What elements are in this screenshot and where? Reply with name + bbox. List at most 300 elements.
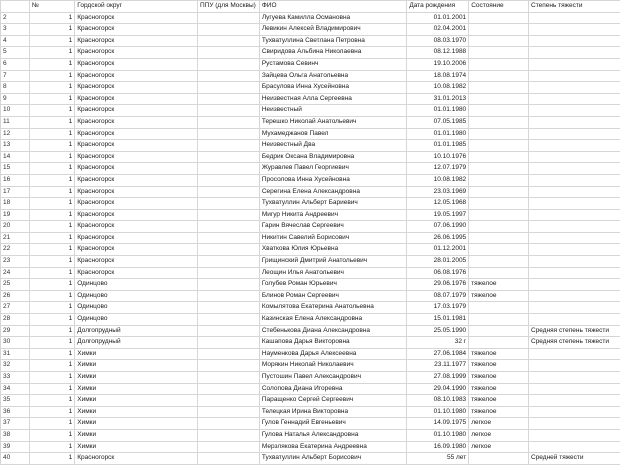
row-number-cell[interactable]: 35 xyxy=(1,395,30,407)
severity-cell[interactable] xyxy=(529,302,620,314)
ppu-cell[interactable] xyxy=(197,383,259,395)
birth-date-cell[interactable]: 25.05.1990 xyxy=(407,325,469,337)
full-name-cell[interactable]: Тухватуллина Светлана Петровна xyxy=(259,35,406,47)
severity-cell[interactable] xyxy=(529,232,620,244)
district-cell[interactable]: Красногорск xyxy=(75,198,198,210)
district-cell[interactable]: Красногорск xyxy=(75,140,198,152)
number-cell[interactable]: 1 xyxy=(29,174,74,186)
number-cell[interactable]: 1 xyxy=(29,418,74,430)
ppu-cell[interactable] xyxy=(197,209,259,221)
full-name-cell[interactable]: Терешко Николай Анатольевич xyxy=(259,116,406,128)
number-cell[interactable]: 1 xyxy=(29,186,74,198)
full-name-cell[interactable]: Серегина Елена Александровна xyxy=(259,186,406,198)
condition-cell[interactable]: легкое xyxy=(469,418,529,430)
severity-cell[interactable] xyxy=(529,198,620,210)
condition-cell[interactable] xyxy=(469,232,529,244)
birth-date-cell[interactable]: 01.01.1985 xyxy=(407,140,469,152)
row-number-cell[interactable]: 7 xyxy=(1,70,30,82)
severity-cell[interactable] xyxy=(529,116,620,128)
number-cell[interactable]: 1 xyxy=(29,429,74,441)
full-name-cell[interactable]: Никитин Савелий Борисович xyxy=(259,232,406,244)
birth-date-cell[interactable]: 08.10.1983 xyxy=(407,395,469,407)
full-name-cell[interactable]: Гулов Геннадий Евгеньевич xyxy=(259,418,406,430)
full-name-cell[interactable]: Неизвестный Два xyxy=(259,140,406,152)
severity-cell[interactable] xyxy=(529,209,620,221)
condition-cell[interactable] xyxy=(469,453,529,465)
condition-cell[interactable] xyxy=(469,93,529,105)
severity-cell[interactable] xyxy=(529,82,620,94)
full-name-cell[interactable]: Левикин Алексей Владимирович xyxy=(259,24,406,36)
district-cell[interactable]: Красногорск xyxy=(75,93,198,105)
condition-cell[interactable] xyxy=(469,163,529,175)
header-cell-full-name[interactable]: ФИО xyxy=(259,1,406,13)
birth-date-cell[interactable]: 01.01.1980 xyxy=(407,105,469,117)
full-name-cell[interactable]: Паращенко Сергей Сергеевич xyxy=(259,395,406,407)
full-name-cell[interactable]: Просолова Инна Хусейновна xyxy=(259,174,406,186)
row-number-cell[interactable]: 18 xyxy=(1,198,30,210)
ppu-cell[interactable] xyxy=(197,105,259,117)
full-name-cell[interactable]: Лугуева Камилла Османовна xyxy=(259,12,406,24)
severity-cell[interactable]: Средней тяжести xyxy=(529,453,620,465)
number-cell[interactable]: 1 xyxy=(29,441,74,453)
ppu-cell[interactable] xyxy=(197,337,259,349)
number-cell[interactable]: 1 xyxy=(29,406,74,418)
full-name-cell[interactable]: Голубев Роман Юрьевич xyxy=(259,279,406,291)
row-number-cell[interactable]: 37 xyxy=(1,418,30,430)
number-cell[interactable]: 1 xyxy=(29,256,74,268)
row-number-cell[interactable]: 14 xyxy=(1,151,30,163)
header-cell-number[interactable]: № xyxy=(29,1,74,13)
district-cell[interactable]: Красногорск xyxy=(75,82,198,94)
district-cell[interactable]: Красногорск xyxy=(75,35,198,47)
district-cell[interactable]: Химки xyxy=(75,360,198,372)
number-cell[interactable]: 1 xyxy=(29,82,74,94)
birth-date-cell[interactable]: 19.05.1997 xyxy=(407,209,469,221)
district-cell[interactable]: Химки xyxy=(75,372,198,384)
row-number-cell[interactable]: 40 xyxy=(1,453,30,465)
number-cell[interactable]: 1 xyxy=(29,140,74,152)
row-number-cell[interactable]: 28 xyxy=(1,314,30,326)
severity-cell[interactable] xyxy=(529,314,620,326)
number-cell[interactable]: 1 xyxy=(29,70,74,82)
header-cell-birth-date[interactable]: Дата рождения xyxy=(407,1,469,13)
row-number-cell[interactable]: 21 xyxy=(1,232,30,244)
number-cell[interactable]: 1 xyxy=(29,221,74,233)
full-name-cell[interactable]: Науменкова Дарья Алексеевна xyxy=(259,348,406,360)
number-cell[interactable]: 1 xyxy=(29,337,74,349)
condition-cell[interactable]: тяжелое xyxy=(469,348,529,360)
district-cell[interactable]: Долгопрудный xyxy=(75,325,198,337)
full-name-cell[interactable]: Бедрик Оксана Владимировна xyxy=(259,151,406,163)
number-cell[interactable]: 1 xyxy=(29,35,74,47)
severity-cell[interactable] xyxy=(529,128,620,140)
birth-date-cell[interactable]: 15.01.1981 xyxy=(407,314,469,326)
full-name-cell[interactable]: Журавлев Павел Георгиевич xyxy=(259,163,406,175)
district-cell[interactable]: Красногорск xyxy=(75,244,198,256)
ppu-cell[interactable] xyxy=(197,186,259,198)
severity-cell[interactable] xyxy=(529,267,620,279)
full-name-cell[interactable]: Мерзлякова Екатерина Андреевна xyxy=(259,441,406,453)
district-cell[interactable]: Красногорск xyxy=(75,47,198,59)
severity-cell[interactable] xyxy=(529,441,620,453)
condition-cell[interactable] xyxy=(469,267,529,279)
full-name-cell[interactable]: Солопова Диана Игоревна xyxy=(259,383,406,395)
severity-cell[interactable] xyxy=(529,429,620,441)
row-number-cell[interactable]: 33 xyxy=(1,372,30,384)
severity-cell[interactable] xyxy=(529,35,620,47)
number-cell[interactable]: 1 xyxy=(29,244,74,256)
severity-cell[interactable] xyxy=(529,244,620,256)
district-cell[interactable]: Химки xyxy=(75,383,198,395)
number-cell[interactable]: 1 xyxy=(29,279,74,291)
severity-cell[interactable]: Средняя степень тяжести xyxy=(529,325,620,337)
ppu-cell[interactable] xyxy=(197,128,259,140)
severity-cell[interactable] xyxy=(529,163,620,175)
row-number-cell[interactable]: 34 xyxy=(1,383,30,395)
ppu-cell[interactable] xyxy=(197,82,259,94)
birth-date-cell[interactable]: 55 лет xyxy=(407,453,469,465)
full-name-cell[interactable]: Леощин Илья Анатольевич xyxy=(259,267,406,279)
severity-cell[interactable] xyxy=(529,58,620,70)
condition-cell[interactable] xyxy=(469,70,529,82)
severity-cell[interactable] xyxy=(529,372,620,384)
condition-cell[interactable] xyxy=(469,116,529,128)
birth-date-cell[interactable]: 07.06.1990 xyxy=(407,221,469,233)
row-number-cell[interactable]: 19 xyxy=(1,209,30,221)
district-cell[interactable]: Красногорск xyxy=(75,453,198,465)
birth-date-cell[interactable]: 26.06.1995 xyxy=(407,232,469,244)
full-name-cell[interactable]: Тухватуллин Альберт Бариевич xyxy=(259,198,406,210)
condition-cell[interactable]: тяжелое xyxy=(469,406,529,418)
birth-date-cell[interactable]: 01.10.1980 xyxy=(407,429,469,441)
number-cell[interactable]: 1 xyxy=(29,12,74,24)
ppu-cell[interactable] xyxy=(197,325,259,337)
row-number-cell[interactable]: 6 xyxy=(1,58,30,70)
ppu-cell[interactable] xyxy=(197,348,259,360)
district-cell[interactable]: Красногорск xyxy=(75,24,198,36)
ppu-cell[interactable] xyxy=(197,406,259,418)
condition-cell[interactable] xyxy=(469,128,529,140)
header-cell-condition[interactable]: Состояние xyxy=(469,1,529,13)
birth-date-cell[interactable]: 14.09.1975 xyxy=(407,418,469,430)
condition-cell[interactable] xyxy=(469,140,529,152)
number-cell[interactable]: 1 xyxy=(29,325,74,337)
ppu-cell[interactable] xyxy=(197,290,259,302)
severity-cell[interactable] xyxy=(529,70,620,82)
full-name-cell[interactable]: Мигур Никита Андреевич xyxy=(259,209,406,221)
district-cell[interactable]: Красногорск xyxy=(75,209,198,221)
birth-date-cell[interactable]: 12.05.1968 xyxy=(407,198,469,210)
birth-date-cell[interactable]: 01.01.1980 xyxy=(407,128,469,140)
ppu-cell[interactable] xyxy=(197,372,259,384)
full-name-cell[interactable]: Телецкая Ирина Викторовна xyxy=(259,406,406,418)
birth-date-cell[interactable]: 08.07.1979 xyxy=(407,290,469,302)
birth-date-cell[interactable]: 29.06.1976 xyxy=(407,279,469,291)
birth-date-cell[interactable]: 06.08.1976 xyxy=(407,267,469,279)
ppu-cell[interactable] xyxy=(197,453,259,465)
condition-cell[interactable] xyxy=(469,198,529,210)
severity-cell[interactable] xyxy=(529,174,620,186)
district-cell[interactable]: Красногорск xyxy=(75,70,198,82)
number-cell[interactable]: 1 xyxy=(29,163,74,175)
condition-cell[interactable]: тяжелое xyxy=(469,395,529,407)
ppu-cell[interactable] xyxy=(197,35,259,47)
severity-cell[interactable] xyxy=(529,24,620,36)
condition-cell[interactable] xyxy=(469,256,529,268)
number-cell[interactable]: 1 xyxy=(29,302,74,314)
full-name-cell[interactable]: Свиридова Альбина Николаевна xyxy=(259,47,406,59)
row-number-cell[interactable]: 26 xyxy=(1,290,30,302)
birth-date-cell[interactable]: 01.10.1980 xyxy=(407,406,469,418)
birth-date-cell[interactable]: 31.01.2013 xyxy=(407,93,469,105)
birth-date-cell[interactable]: 12.07.1979 xyxy=(407,163,469,175)
number-cell[interactable]: 1 xyxy=(29,395,74,407)
number-cell[interactable]: 1 xyxy=(29,198,74,210)
severity-cell[interactable] xyxy=(529,418,620,430)
header-cell-district[interactable]: Гордской округ xyxy=(75,1,198,13)
row-number-cell[interactable]: 24 xyxy=(1,267,30,279)
number-cell[interactable]: 1 xyxy=(29,47,74,59)
severity-cell[interactable] xyxy=(529,140,620,152)
number-cell[interactable]: 1 xyxy=(29,105,74,117)
condition-cell[interactable] xyxy=(469,325,529,337)
birth-date-cell[interactable]: 27.06.1984 xyxy=(407,348,469,360)
birth-date-cell[interactable]: 28.01.2005 xyxy=(407,256,469,268)
ppu-cell[interactable] xyxy=(197,302,259,314)
full-name-cell[interactable]: Тухватуллин Альберт Борисович xyxy=(259,453,406,465)
ppu-cell[interactable] xyxy=(197,429,259,441)
header-cell-ppu[interactable]: ППУ (для Москвы) xyxy=(197,1,259,13)
birth-date-cell[interactable]: 10.10.1976 xyxy=(407,151,469,163)
number-cell[interactable]: 1 xyxy=(29,314,74,326)
row-number-cell[interactable]: 13 xyxy=(1,140,30,152)
row-number-cell[interactable]: 31 xyxy=(1,348,30,360)
severity-cell[interactable] xyxy=(529,406,620,418)
birth-date-cell[interactable]: 02.04.2001 xyxy=(407,24,469,36)
ppu-cell[interactable] xyxy=(197,418,259,430)
condition-cell[interactable] xyxy=(469,24,529,36)
full-name-cell[interactable]: Пустошин Павел Александрович xyxy=(259,372,406,384)
ppu-cell[interactable] xyxy=(197,47,259,59)
header-cell-severity[interactable]: Степень тяжести xyxy=(529,1,620,13)
ppu-cell[interactable] xyxy=(197,151,259,163)
condition-cell[interactable] xyxy=(469,47,529,59)
birth-date-cell[interactable]: 01.12.2001 xyxy=(407,244,469,256)
ppu-cell[interactable] xyxy=(197,279,259,291)
district-cell[interactable]: Одинцово xyxy=(75,290,198,302)
condition-cell[interactable] xyxy=(469,186,529,198)
row-number-cell[interactable]: 12 xyxy=(1,128,30,140)
row-number-cell[interactable]: 23 xyxy=(1,256,30,268)
district-cell[interactable]: Долгопрудный xyxy=(75,337,198,349)
condition-cell[interactable] xyxy=(469,221,529,233)
condition-cell[interactable] xyxy=(469,58,529,70)
row-number-cell[interactable]: 36 xyxy=(1,406,30,418)
number-cell[interactable]: 1 xyxy=(29,58,74,70)
row-number-cell[interactable]: 2 xyxy=(1,12,30,24)
row-number-cell[interactable]: 25 xyxy=(1,279,30,291)
district-cell[interactable]: Одинцово xyxy=(75,314,198,326)
ppu-cell[interactable] xyxy=(197,174,259,186)
district-cell[interactable]: Красногорск xyxy=(75,174,198,186)
full-name-cell[interactable]: Неизвестный xyxy=(259,105,406,117)
district-cell[interactable]: Красногорск xyxy=(75,267,198,279)
severity-cell[interactable] xyxy=(529,151,620,163)
number-cell[interactable]: 1 xyxy=(29,290,74,302)
district-cell[interactable]: Красногорск xyxy=(75,151,198,163)
birth-date-cell[interactable]: 08.12.1988 xyxy=(407,47,469,59)
ppu-cell[interactable] xyxy=(197,198,259,210)
district-cell[interactable]: Химки xyxy=(75,406,198,418)
row-number-cell[interactable]: 3 xyxy=(1,24,30,36)
severity-cell[interactable] xyxy=(529,348,620,360)
birth-date-cell[interactable]: 17.03.1979 xyxy=(407,302,469,314)
full-name-cell[interactable]: Морякин Николай Николаевич xyxy=(259,360,406,372)
district-cell[interactable]: Красногорск xyxy=(75,58,198,70)
severity-cell[interactable] xyxy=(529,256,620,268)
district-cell[interactable]: Красногорск xyxy=(75,186,198,198)
condition-cell[interactable]: тяжелое xyxy=(469,383,529,395)
row-number-cell[interactable]: 10 xyxy=(1,105,30,117)
row-number-cell[interactable]: 39 xyxy=(1,441,30,453)
number-cell[interactable]: 1 xyxy=(29,348,74,360)
number-cell[interactable]: 1 xyxy=(29,151,74,163)
row-number-cell[interactable]: 16 xyxy=(1,174,30,186)
row-number-cell[interactable]: 15 xyxy=(1,163,30,175)
condition-cell[interactable] xyxy=(469,82,529,94)
ppu-cell[interactable] xyxy=(197,163,259,175)
severity-cell[interactable] xyxy=(529,290,620,302)
row-number-cell[interactable]: 27 xyxy=(1,302,30,314)
condition-cell[interactable] xyxy=(469,302,529,314)
district-cell[interactable]: Химки xyxy=(75,418,198,430)
full-name-cell[interactable]: Кашапова Дарья Викторовна xyxy=(259,337,406,349)
number-cell[interactable]: 1 xyxy=(29,209,74,221)
birth-date-cell[interactable]: 32 г xyxy=(407,337,469,349)
number-cell[interactable]: 1 xyxy=(29,93,74,105)
birth-date-cell[interactable]: 18.08.1974 xyxy=(407,70,469,82)
number-cell[interactable]: 1 xyxy=(29,232,74,244)
full-name-cell[interactable]: Рустамова Севинч xyxy=(259,58,406,70)
header-cell[interactable] xyxy=(1,1,30,13)
severity-cell[interactable] xyxy=(529,383,620,395)
district-cell[interactable]: Красногорск xyxy=(75,221,198,233)
condition-cell[interactable]: тяжелое xyxy=(469,360,529,372)
full-name-cell[interactable]: Комылятова Екатерина Анатольевна xyxy=(259,302,406,314)
district-cell[interactable]: Красногорск xyxy=(75,232,198,244)
ppu-cell[interactable] xyxy=(197,116,259,128)
severity-cell[interactable] xyxy=(529,12,620,24)
row-number-cell[interactable]: 5 xyxy=(1,47,30,59)
district-cell[interactable]: Химки xyxy=(75,429,198,441)
full-name-cell[interactable]: Стебенькова Диана Александровна xyxy=(259,325,406,337)
condition-cell[interactable]: тяжелое xyxy=(469,372,529,384)
row-number-cell[interactable]: 17 xyxy=(1,186,30,198)
district-cell[interactable]: Одинцово xyxy=(75,279,198,291)
number-cell[interactable]: 1 xyxy=(29,453,74,465)
ppu-cell[interactable] xyxy=(197,314,259,326)
severity-cell[interactable] xyxy=(529,360,620,372)
district-cell[interactable]: Красногорск xyxy=(75,116,198,128)
row-number-cell[interactable]: 30 xyxy=(1,337,30,349)
ppu-cell[interactable] xyxy=(197,360,259,372)
number-cell[interactable]: 1 xyxy=(29,383,74,395)
row-number-cell[interactable]: 20 xyxy=(1,221,30,233)
district-cell[interactable]: Одинцово xyxy=(75,302,198,314)
birth-date-cell[interactable]: 10.08.1982 xyxy=(407,174,469,186)
district-cell[interactable]: Красногорск xyxy=(75,256,198,268)
full-name-cell[interactable]: Блинов Роман Сергеевич xyxy=(259,290,406,302)
ppu-cell[interactable] xyxy=(197,70,259,82)
birth-date-cell[interactable]: 19.10.2006 xyxy=(407,58,469,70)
condition-cell[interactable] xyxy=(469,337,529,349)
birth-date-cell[interactable]: 07.05.1985 xyxy=(407,116,469,128)
district-cell[interactable]: Красногорск xyxy=(75,128,198,140)
full-name-cell[interactable]: Неизвестная Алла Сергеевна xyxy=(259,93,406,105)
full-name-cell[interactable]: Хваткова Юлия Юрьевна xyxy=(259,244,406,256)
ppu-cell[interactable] xyxy=(197,244,259,256)
birth-date-cell[interactable]: 23.03.1969 xyxy=(407,186,469,198)
birth-date-cell[interactable]: 27.08.1999 xyxy=(407,372,469,384)
severity-cell[interactable] xyxy=(529,395,620,407)
condition-cell[interactable]: легкое xyxy=(469,441,529,453)
severity-cell[interactable] xyxy=(529,221,620,233)
birth-date-cell[interactable]: 23.11.1977 xyxy=(407,360,469,372)
condition-cell[interactable] xyxy=(469,151,529,163)
district-cell[interactable]: Химки xyxy=(75,441,198,453)
district-cell[interactable]: Красногорск xyxy=(75,163,198,175)
full-name-cell[interactable]: Казинская Елена Александровна xyxy=(259,314,406,326)
row-number-cell[interactable]: 22 xyxy=(1,244,30,256)
birth-date-cell[interactable]: 08.03.1970 xyxy=(407,35,469,47)
district-cell[interactable]: Красногорск xyxy=(75,12,198,24)
row-number-cell[interactable]: 29 xyxy=(1,325,30,337)
number-cell[interactable]: 1 xyxy=(29,116,74,128)
number-cell[interactable]: 1 xyxy=(29,360,74,372)
birth-date-cell[interactable]: 29.04.1990 xyxy=(407,383,469,395)
ppu-cell[interactable] xyxy=(197,395,259,407)
severity-cell[interactable] xyxy=(529,186,620,198)
condition-cell[interactable]: легкое xyxy=(469,429,529,441)
birth-date-cell[interactable]: 01.01.2001 xyxy=(407,12,469,24)
number-cell[interactable]: 1 xyxy=(29,128,74,140)
full-name-cell[interactable]: Мухамеджанов Павел xyxy=(259,128,406,140)
condition-cell[interactable]: тяжелое xyxy=(469,279,529,291)
row-number-cell[interactable]: 11 xyxy=(1,116,30,128)
severity-cell[interactable] xyxy=(529,47,620,59)
row-number-cell[interactable]: 38 xyxy=(1,429,30,441)
district-cell[interactable]: Химки xyxy=(75,395,198,407)
condition-cell[interactable] xyxy=(469,35,529,47)
full-name-cell[interactable]: Гарин Вячеслав Сергеевич xyxy=(259,221,406,233)
ppu-cell[interactable] xyxy=(197,232,259,244)
severity-cell[interactable] xyxy=(529,105,620,117)
row-number-cell[interactable]: 9 xyxy=(1,93,30,105)
row-number-cell[interactable]: 4 xyxy=(1,35,30,47)
full-name-cell[interactable]: Брасулова Инна Хусейновна xyxy=(259,82,406,94)
ppu-cell[interactable] xyxy=(197,24,259,36)
condition-cell[interactable] xyxy=(469,209,529,221)
ppu-cell[interactable] xyxy=(197,140,259,152)
full-name-cell[interactable]: Гулова Наталья Александровна xyxy=(259,429,406,441)
severity-cell[interactable]: Средняя степень тяжести xyxy=(529,337,620,349)
birth-date-cell[interactable]: 16.09.1980 xyxy=(407,441,469,453)
row-number-cell[interactable]: 8 xyxy=(1,82,30,94)
condition-cell[interactable] xyxy=(469,244,529,256)
severity-cell[interactable] xyxy=(529,279,620,291)
condition-cell[interactable]: тяжелое xyxy=(469,290,529,302)
ppu-cell[interactable] xyxy=(197,221,259,233)
